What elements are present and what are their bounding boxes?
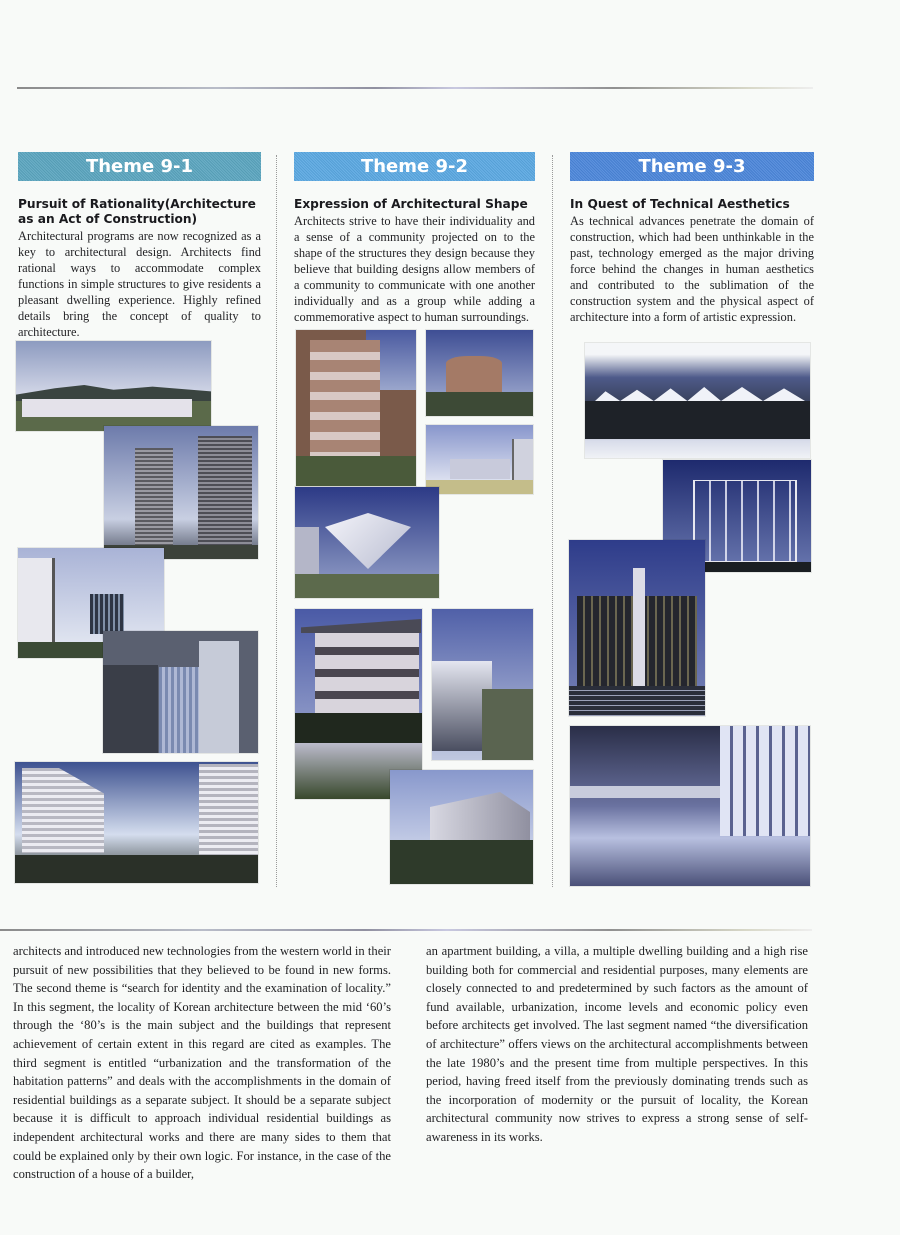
column-divider (276, 155, 277, 887)
theme-9-2-banner: Theme 9-2 (294, 152, 535, 181)
photo-low-white-building (16, 341, 211, 431)
top-rule (17, 87, 813, 89)
theme-9-1-heading: Pursuit of Rationality(Architecture as an Act of Construction) (18, 197, 256, 226)
photo-office-complex (15, 762, 258, 883)
photo-white-complex (426, 425, 533, 494)
photo-angular-building (432, 609, 533, 760)
theme-9-1-body: Architectural programs are now recognized as a key to architectural design. Architects find rational ways to accommodate complex functions in simple structures to give residents a pleasant dwelling experience. Highly refined details bring the concept of quality to architecture. (18, 229, 261, 339)
footer-left-column: architects and introduced new technologies from the western world in their pursuit of new possibilities that they believed to be found in new forms. The second theme is “search for identity and the examination of locality.” In this segment, the locality of Korean architecture between the mid ‘60’s through the ‘80’s is the main subject and the buildings that represent achievement of certain extent in this regard are cited as examples. The third segment is entitled “urbanization and the transformation of the habitation patterns” and deals with the accomplishments in the domain of residential buildings as a separate subject. It should be a separate subject because it is difficult to approach individual residential buildings as independent architectural works and there are many sides to them that could be explained only by their own logic. For instance, in the case of the construction of a house of a builder, (13, 944, 391, 1182)
photo-inverted-pyramid (295, 487, 439, 598)
theme-9-2-body: Architects strive to have their individuality and a sense of a community projected on to the shape of the structures they design because they believe that building designs allow members of a community to communicate with one another individually and as a group while adding a commemorative aspect to human surroundings. (294, 214, 535, 324)
photo-tensile-roof (585, 343, 810, 458)
theme-9-3-banner: Theme 9-3 (570, 152, 814, 181)
theme-9-2-heading: Expression of Architectural Shape (294, 197, 528, 211)
theme-9-3-column (570, 152, 814, 325)
theme-9-1-banner: Theme 9-1 (18, 152, 261, 181)
photo-glass-facade-building (103, 631, 258, 753)
photo-round-pavilion (426, 330, 533, 416)
theme-9-3-heading: In Quest of Technical Aesthetics (570, 197, 790, 211)
photo-twin-towers (104, 426, 258, 559)
theme-9-1-column (18, 152, 261, 340)
footer-right-column: an apartment building, a villa, a multiple dwelling building and a high rise building both for commercial and residential purposes, many elements are closely connected to and predetermined by such factors as the amount of fund available, urbanization, income levels and economic policy even before architects get involved. The last segment named “the diversification of architecture” offers views on the architectural accomplishments between the late 1980’s and the present time from multiple perspectives. In this period, having freed itself from the previously dominating trends such as the incorporation of modernity or the pursuit of locality, the Korean architectural community now strives to express a strong sense of self-awareness in its works. (426, 944, 808, 1144)
theme-9-2-column (294, 152, 535, 325)
photo-large-hall (390, 770, 533, 884)
photo-brick-office (296, 330, 416, 486)
photo-dark-glass-block (569, 540, 705, 716)
theme-9-3-body: As technical advances penetrate the domain of construction, which had been unthinkable in the past, technology emerged as the major driving force behind the changes in human aesthetics and contributed to the sublimation of the construction system and the physical aspect of architecture into a form of artistic expression. (570, 214, 814, 324)
section-divider-rule (0, 929, 812, 931)
photo-concourse-interior (570, 726, 810, 886)
column-divider (552, 155, 553, 887)
